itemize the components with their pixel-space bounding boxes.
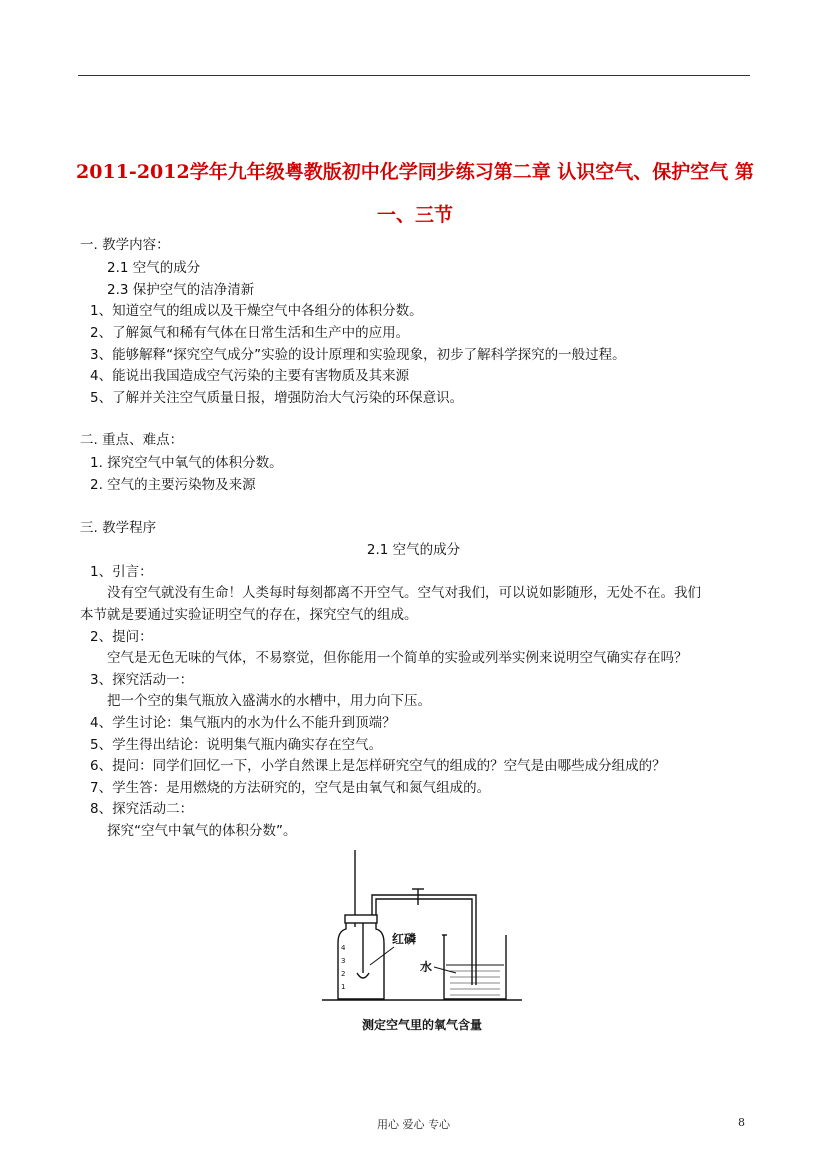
procedure-line: 5、学生得出结论：说明集气瓶内确实存在空气。 [90,737,383,753]
goal-item: 2、了解氮气和稀有气体在日常生活和生产中的应用。 [90,325,410,341]
document-title-line-1: 2011-2012学年九年级粤教版初中化学同步练习第二章 认识空气、保护空气 第 [76,161,754,183]
procedure-line: 2、提问： [90,629,153,645]
section-2-heading: 二. 重点、难点： [80,432,184,448]
procedure-line: 6、提问：同学们回忆一下，小学自然课上是怎样研究空气的组成的？空气是由哪些成分组成的？ [90,758,666,774]
subsection-title: 2.1 空气的成分 [366,542,461,558]
procedure-line: 探究“空气中氧气的体积分数”。 [107,823,297,839]
procedure-line: 1、引言： [90,564,153,580]
procedure-line: 没有空气就没有生命！人类每时每刻都离不开空气。空气对我们，可以说如影随形，无处不在。我们 [107,585,701,601]
label-water: 水 [420,960,433,974]
footer-motto: 用心 爱心 专心 [377,1118,450,1131]
section-3-heading: 三. 教学程序 [80,520,157,536]
header-rule [78,75,750,76]
scale-mark: 4 [341,944,346,952]
procedure-line: 8、探究活动二： [90,801,194,817]
page-number: 8 [738,1116,745,1129]
goal-item: 4、能说出我国造成空气污染的主要有害物质及其来源 [90,368,410,384]
procedure-line: 空气是无色无味的气体，不易察觉，但你能用一个简单的实验或列举实例来说明空气确实存在吗？ [107,650,688,666]
goal-item: 1、知道空气的组成以及干燥空气中各组分的体积分数。 [90,303,423,319]
figure-caption: 测定空气里的氧气含量 [361,1018,482,1032]
goal-item: 3、能够解释“探究空气成分”实验的设计原理和实验现象，初步了解科学探究的一般过程。 [90,347,626,363]
label-red-phosphorus: 红磷 [392,932,417,946]
procedure-line: 3、探究活动一： [90,672,194,688]
content-item: 2.1 空气的成分 [107,260,201,276]
scale-mark: 2 [341,970,346,978]
document-title-line-2: 一、三节 [376,204,453,226]
content-item: 2.3 保护空气的洁净清新 [107,282,255,298]
oxygen-experiment-diagram [316,845,528,1035]
procedure-line: 本节就是要通过实验证明空气的存在，探究空气的组成。 [80,607,418,623]
procedure-line: 7、学生答：是用燃烧的方法研究的，空气是由氧气和氮气组成的。 [90,780,491,796]
scale-mark: 3 [341,957,346,965]
procedure-line: 把一个空的集气瓶放入盛满水的水槽中，用力向下压。 [107,693,431,709]
keypoint-item: 2. 空气的主要污染物及来源 [90,477,256,493]
scale-mark: 1 [341,983,346,991]
keypoint-item: 1. 探究空气中氧气的体积分数。 [90,455,283,471]
section-1-heading: 一. 教学内容： [80,237,170,253]
goal-item: 5、了解并关注空气质量日报，增强防治大气污染的环保意识。 [90,390,464,406]
procedure-line: 4、学生讨论：集气瓶内的水为什么不能升到顶端？ [90,715,396,731]
